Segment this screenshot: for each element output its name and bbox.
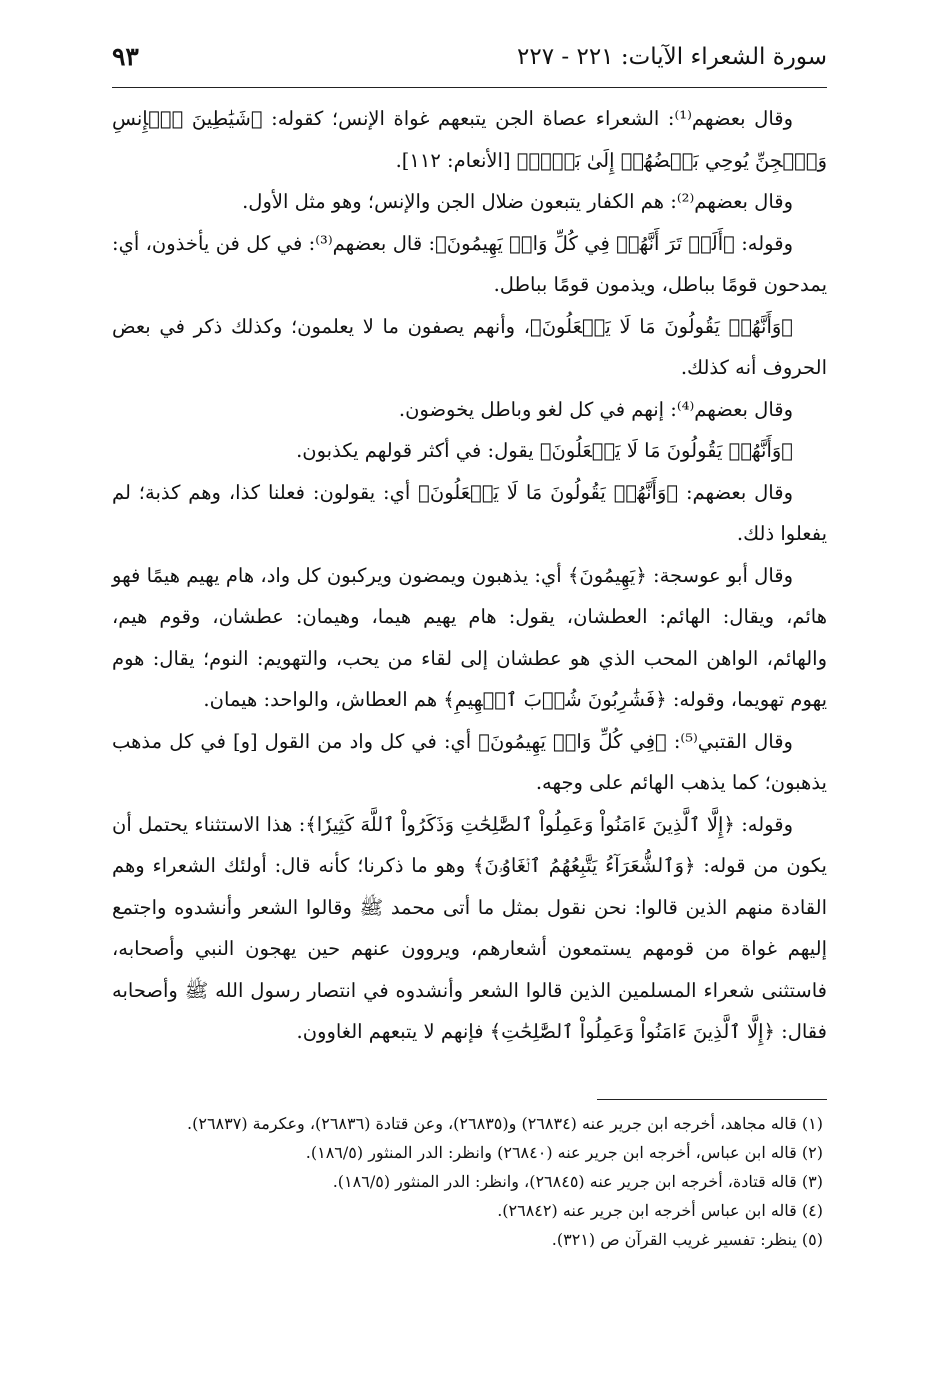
paragraph: ﴿وَأَنَّهُمۡ يَقُولُونَ مَا لَا يَفۡعَلُونَ﴾ يقول: في أكثر قولهم يكذبون. [296, 439, 793, 462]
running-header [112, 40, 827, 82]
footnote: (٣) قاله قتادة، أخرجه ابن جرير عنه (٢٦٨٤٥)، وانظر: الدر المنثور (١٨٦/٥). [332, 1172, 823, 1191]
paragraph: وقال أبو عوسجة: ﴿يَهِيمُونَ﴾ أي: يذهبون ويمضون ويركبون كل واد، هام يهيم هيمًا فهو هائم، ويقال: الهائم: العطشان، يقول: هام يهيم هيما، وهيمان: عطشان، وقوم هيم، والهائم، الواهن المحب الذي هو عطشان إلى لقاء من يحب، والتهويم: النوم؛ يقال: هوم يهوم تهويما، وقوله: ﴿فَشَٰرِبُونَ شُرۡبَ ٱلۡهِيمِ﴾ هم العطاش، والواحد: هيمان. [112, 563, 827, 711]
paragraph: وقال بعضهم⁽¹⁾: الشعراء عصاة الجن يتبعهم غواة الإنس؛ كقوله: ﴿شَيَٰطِينَ ٱلۡإِنسِ وَٱلۡجِنِّ يُوحِي بَعۡضُهُمۡ إِلَىٰ بَعۡضٖ﴾ [الأنعام: ١١٢]. [112, 107, 827, 172]
footnotes [112, 1110, 827, 1255]
footnote: (٢) قاله ابن عباس، أخرجه ابن جرير عنه (٢٦٨٤٠) وانظر: الدر المنثور (١٨٦/٥). [305, 1143, 823, 1162]
paragraph: وقوله: ﴿أَلَمۡ تَرَ أَنَّهُمۡ فِي كُلِّ وَادٖ يَهِيمُونَ﴾: قال بعضهم⁽³⁾: في كل فن يأخذون، أي: يمدحون قومًا بباطل، ويذمون قومًا بباطل. [112, 231, 827, 296]
footnote: (٤) قاله ابن عباس أخرجه ابن جرير عنه (٢٦٨٤٢). [497, 1201, 823, 1220]
paragraph: وقال القتبي⁽⁵⁾: ﴿فِي كُلِّ وَادٖ يَهِيمُونَ﴾ أي: في كل واد من القول [و] في كل مذهب يذهبون؛ كما يذهب الهائم على وجهه. [112, 729, 827, 794]
paragraph: وقوله: ﴿إِلَّا ٱلَّذِينَ ءَامَنُواْ وَعَمِلُواْ ٱلصَّٰلِحَٰتِ وَذَكَرُواْ ٱللَّهَ كَثِيرٗا﴾: هذا الاستثناء يحتمل أن يكون من قوله: ﴿وَٱلشُّعَرَآءُ يَتَّبِعُهُمُ ٱلۡغَاوُۥنَ﴾ وهو ما ذكرنا؛ كأنه قال: أولئك الشعراء وهم القادة منهم الذين قالوا: نحن نقول بمثل ما أتى محمد ﷺ وقالوا الشعر وأنشدوه واجتمع إليهم غواة من قومهم يستمعون أشعارهم، ويروون عنهم حين يهجون النبي وأصحابه، فاستثنى شعراء المسلمين الذين قالوا الشعر وأنشدوه في انتصار رسول الله ﷺ وأصحابه فقال: ﴿إِلَّا ٱلَّذِينَ ءَامَنُواْ وَعَمِلُواْ ٱلصَّٰلِحَٰتِ﴾ فإنهم لا يتبعهم الغاوون. [112, 812, 827, 1043]
paragraph: وقال بعضهم⁽⁴⁾: إنهم في كل لغو وباطل يخوضون. [398, 397, 793, 421]
page-number: ٩٣ [112, 42, 139, 71]
paragraph: ﴿وَأَنَّهُمۡ يَقُولُونَ مَا لَا يَفۡعَلُونَ﴾، وأنهم يصفون ما لا يعلمون؛ وكذلك ذكر في بعض الحروف أنه كذلك. [112, 314, 827, 379]
footnote: (٥) ينظر: تفسير غريب القرآن ص (٣٢١). [551, 1230, 823, 1249]
footnote-rule [597, 1099, 827, 1100]
main-text [112, 98, 827, 1053]
header-rule [112, 87, 827, 88]
paragraph: وقال بعضهم⁽²⁾: هم الكفار يتبعون ضلال الجن والإنس؛ وهو مثل الأول. [242, 190, 793, 213]
paragraph: وقال بعضهم: ﴿وَأَنَّهُمۡ يَقُولُونَ مَا لَا يَفۡعَلُونَ﴾ أي: يقولون: فعلنا كذا، وهم كذبة؛ لم يفعلوا ذلك. [112, 480, 827, 545]
surah-title: سورة الشعراء الآيات: ٢٢١ - ٢٢٧ [517, 44, 827, 70]
footnote: (١) قاله مجاهد، أخرجه ابن جرير عنه (٢٦٨٣٤) و(٢٦٨٣٥)، وعن قتادة (٢٦٨٣٦)، وعكرمة (٢٦٨٣٧). [187, 1114, 823, 1133]
